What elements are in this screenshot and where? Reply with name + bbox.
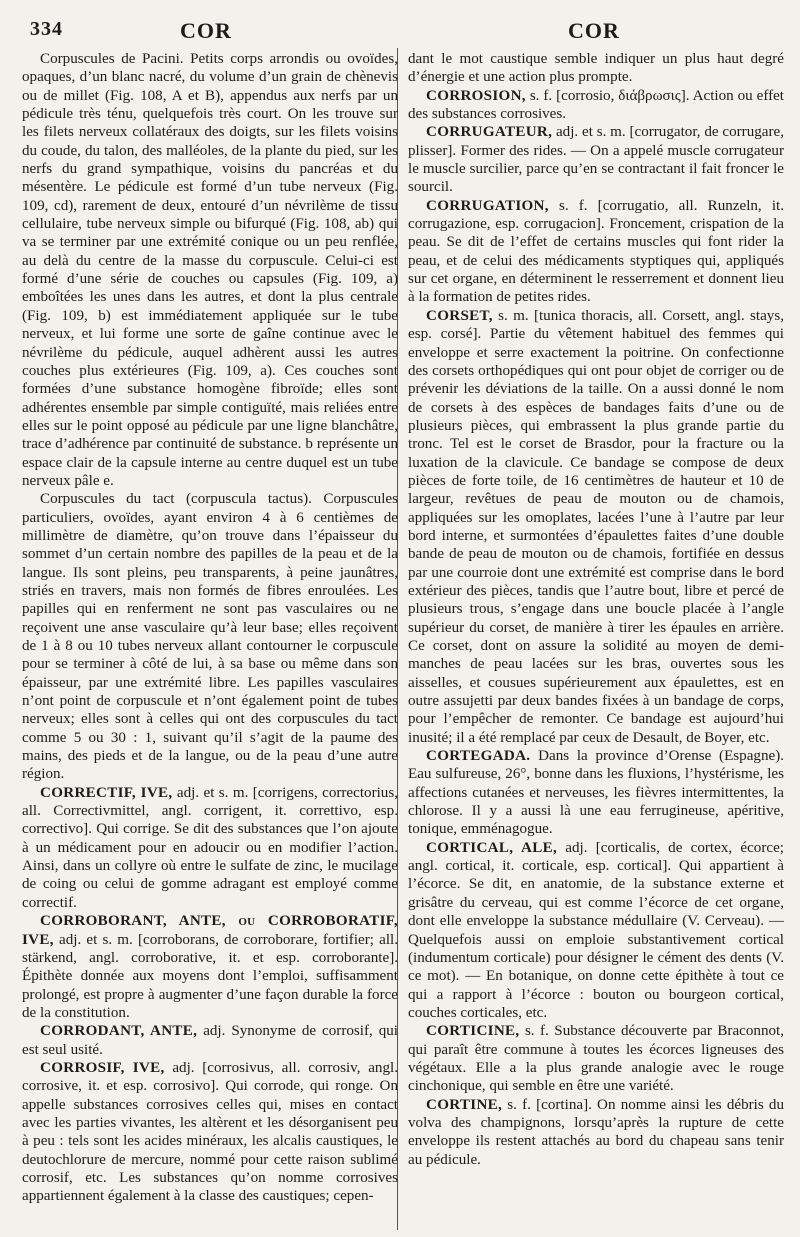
entry-corrugateur: CORRUGATEUR, adj. et s. m. [corrugator, de corrugare, plisser]. Former des rides. — On a appelé muscle corrugateur le muscle surcilier, parce qu’en se contractant il fait froncer le sourcil. bbox=[408, 124, 784, 196]
running-head-left: COR bbox=[180, 18, 232, 43]
headword: CORTICINE, bbox=[426, 1023, 520, 1040]
entry-corrodant: CORRODANT, ANTE, adj. Synonyme de corrosif, qui est seul usité. bbox=[22, 1023, 398, 1058]
headword: CORTINE, bbox=[426, 1096, 503, 1113]
entry-corroborant: CORROBORANT, ANTE, ou CORROBORATIF, IVE, adj. et s. m. [corroborans, de corroborare, fortifier; all. stärkend, angl. corroborative, it. et esp. corroborante]. Épithète donnée aux moyens dont l’emploi, suffisamment prolongé, est propre à augmenter d’une façon durable la force de la constitution. bbox=[22, 913, 398, 1021]
entry-cortine: CORTINE, s. f. [cortina]. On nomme ainsi les débris du volva des champignons, lorsqu’après la rupture de cette enveloppe ils restent attachés au bord du chapeau sans tenir au pédicule. bbox=[408, 1096, 784, 1168]
running-head-right: COR bbox=[568, 18, 620, 43]
entry-corticine: CORTICINE, s. f. Substance découverte par Braconnot, qui paraît être commune à toutes les écorces ligneuses des végétaux. Elle a la plus grande analogie avec le rouge cinchonique, qui semble en être une variété. bbox=[408, 1023, 784, 1095]
entry-corrosif: CORROSIF, IVE, adj. [corrosivus, all. corrosiv, angl. corrosive, it. et esp. corrosivo]. Qui corrode, qui ronge. On appelle substances corrosives celles qui, mises en contact avec les parties vivantes, les altèrent et les désorganisent peu à peu : tels sont les acides minéraux, les alcalis caustiques, le deutochlorure de mercure, nommé pour cette raison sublimé corrosif, etc. Les substances qu’on nomme corrosives appartiennent également à la classe des caustiques; cepen- bbox=[22, 1059, 398, 1205]
headword: CORTEGADA. bbox=[426, 748, 531, 765]
headword: CORSET, bbox=[426, 307, 493, 324]
entry-cortegada: CORTEGADA. Dans la province d’Orense (Espagne). Eau sulfureuse, 26°, bonne dans les fluxions, l’hystérisme, les affections cutanées et nerveuses, les fièvres intermittentes, la chlorose. Il y a aussi là une eau ferrugineuse, apéritive, tonique, emménagogue. bbox=[408, 748, 784, 838]
entry-corpuscules-pacini: Corpuscules de Pacini. Petits corps arrondis ou ovoïdes, opaques, d’un blanc nacré, du volume d’un grain de chènevis ou de millet (Fig. 108, A et B), appendus aux nerfs par un pédicule très ténu, quelquefois très court. On les trouve sur les filets nerveux collatéraux des doigts, sur les filets voisins du coude, du talon, des malléoles, de la plante du pied, sur les nerfs du grand sympathique, voisins du pancréas et du mésentère. Le pédicule est formé d’un tube nerveux (Fig. 109, cd), rarement de deux, entouré d’un névrilème de tissu cellulaire, tube nerveux simple ou bifurqué (Fig. 108, ab) qui va se terminer par une extrémité conique ou un peu renflée, au delà du centre de la masse du corpuscule. Celui-ci est formé d’une série de couches ou capsules (Fig. 109, a) emboîtées les unes dans les autres, et dont la plus centrale (Fig. 109, b) est immédiatement appliquée sur le tube nerveux, et lui forme une sorte de gaîne continue avec le névrilème du pédicule, auquel adhèrent aussi les autres couches plus extérieures (Fig. 109, a). Ces couches sont formées d’une substance homogène fibroïde; elles sont adhérentes ensemble par simple contiguïté, mais reliées entre elles sur le point opposé au pédicule par une ligne blanchâtre, trace d’adhérence par continuité de substance. b représente un espace clair de la capsule interne au centre duquel est un tube nerveux pâle e. bbox=[22, 51, 398, 489]
entry-corset: CORSET, s. m. [tunica thoracis, all. Corsett, angl. stays, esp. corsé]. Partie du vêtement habituel des femmes qui enveloppe et serre exactement la poitrine. On confectionne des corsets orthopédiques qui ont pour objet de corriger ou de prévenir les déviations de la taille. On a aussi donné le nom de corsets à des espèces de bandages faits d’une ou de plusieurs pièces, qui embrassent la plus grande partie du tronc. Tel est le corset de Brasdor, pour la fracture ou la luxation de la clavicule. Ce bandage se compose de deux pièces de forte toile, de 16 centimètres de hauteur et 10 de largeur, revêtues de peau de mouton ou de chamois, appliquées sur les omoplates, lacées l’une à l’autre par leur bord interne, et surmontées d’épaulettes faites d’une double bande de peau de mouton ou de chamois, fortifiée en dessus par une courroie dont une extrémité est comprise dans le bord extérieur des pièces, tandis que l’autre bout, libre et percé de plusieurs trous, s’engage dans une boucle placée à l’angle supérieur du corset, de manière à tirer les épaules en arrière. Ce corset, dont on assure la solidité au moyen de demi-manches de peau lacées sur les bras, ouvertes sous les aisselles, et cousues supérieurement aux épaulettes, est en outre assujetti par deux bandes fixées à un bandage de corps, pour l’empêcher de remonter. Ce bandage est aujourd’hui inusité; il a été remplacé par ceux de Desault, de Boyer, etc. bbox=[408, 307, 784, 746]
entry-corrosif-continued: dant le mot caustique semble indiquer un plus haut degré d’énergie et une action plus prompte. bbox=[408, 51, 784, 86]
entry-corrosion: CORROSION, s. f. [corrosio, διάβρωσις]. Action ou effet des substances corrosives. bbox=[408, 87, 784, 123]
entry-corpuscules-tact: Corpuscules du tact (corpuscula tactus). Corpuscules particuliers, ovoïdes, ayant environ 4 à 6 centièmes de millimètre de diamètre, qu’on trouve dans l’épaisseur du sommet d’un certain nombre des papilles de la peau et de la langue. Ils sont pleins, peu transparents, à peine jaunâtres, striés en travers, mais non formés de fibres enroulées. Les papilles qui en renferment ne sont pas vasculaires ou ne reçoivent une anse vasculaire qu’à leur base; elles reçoivent de 1 à 8 ou 10 tubes nerveux allant contourner le corpuscule pour se terminer à côté de lui, à sa base ou même dans son épaisseur, par une extrémité libre. Les papilles vasculaires n’ont point de corpuscule et n’ont également point de tubes nerveux; elles sont à celles qui ont des corpuscules du tact comme 5 ou 30 : 1, suivant qu’il s’agit de la paume des mains, des pieds et de la langue, ou de la peau d’une autre région. bbox=[22, 491, 398, 783]
headword: CORRUGATION, bbox=[426, 197, 549, 214]
headword: CORTICAL, ALE, bbox=[426, 839, 558, 856]
entry-cortical: CORTICAL, ALE, adj. [corticalis, de cortex, écorce; angl. cortical, it. corticale, esp. cortical]. Qui appartient à l’écorce. Se dit, en anatomie, de la substance externe et grisâtre du cerveau, qui est comme l’écorce de cet organe, dont elle enveloppe la substance médullaire (V. Cerveau). — Quelquefois aussi on emploie substantivement cortical (indumentum corticale) pour désigner le cément des dents (V. ce mot). — En botanique, on donne cette épithète à tout ce qui a rapport à l’écorce : bouton ou bourgeon cortical, couches corticales, etc. bbox=[408, 839, 784, 1021]
headword: CORRECTIF, IVE, bbox=[40, 784, 173, 801]
entry-corrugation: CORRUGATION, s. f. [corrugatio, all. Runzeln, it. corrugazione, esp. corrugacion]. Froncement, crispation de la peau. Se dit de l’effet de certains muscles qui font rider la peau, et de celui des médicaments styptiques qui, appliqués sur cet organe, en déterminent le resserrement et donnent lieu à la formation de petites rides. bbox=[408, 197, 784, 306]
entry-correctif: CORRECTIF, IVE, adj. et s. m. [corrigens, correctorius, all. Correctivmittel, angl. corrigent, it. correttivo, esp. correctivo]. Qui corrige. Se dit des substances que l’on ajoute à un médicament pour en adoucir ou en modifier l’action. Ainsi, dans un collyre où entre le sulfate de zinc, le mucilage de coing ou celui de gomme adragant est employé comme correctif. bbox=[22, 784, 398, 911]
page-number: 334 bbox=[30, 18, 63, 40]
left-column bbox=[22, 50, 398, 1230]
right-column bbox=[408, 50, 784, 1230]
headword: CORROBORANT, ANTE, ou CORROBORATIF, IVE, bbox=[22, 913, 398, 948]
headword: CORRODANT, ANTE, bbox=[40, 1023, 198, 1040]
headword: CORROSIF, IVE, bbox=[40, 1059, 165, 1076]
headword: CORROSION, bbox=[426, 87, 526, 104]
headword: CORRUGATEUR, bbox=[426, 124, 553, 141]
